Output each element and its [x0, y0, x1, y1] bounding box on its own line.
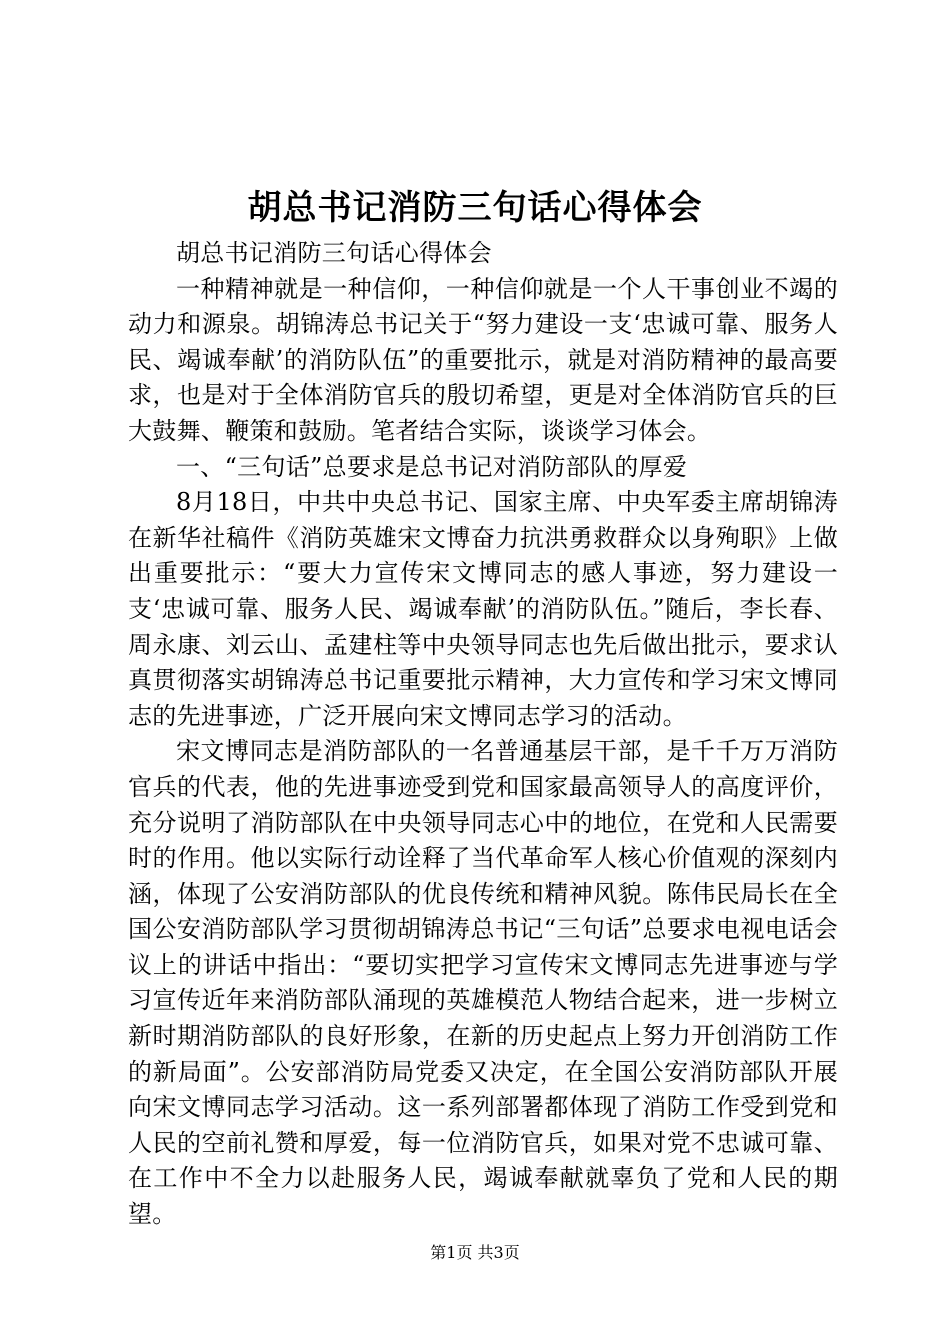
paragraph-discussion: 宋文博同志是消防部队的一名普通基层干部，是千千万万消防官兵的代表，他的先进事迹受到党和国家最高领导人的高度评价，充分说明了消防部队在中央领导同志心中的地位，在党和人民需要时的作用。他以实际行动诠释了当代革命军人核心价值观的深刻内涵，体现了公安消防部队的优良传统和精神风貌。陈伟民局长在全国公安消防部队学习贯彻胡锦涛总书记“三句话”总要求电视电话会议上的讲话中指出：“要切实把学习宣传宋文博同志先进事迹与学习宣传近年来消防部队涌现的英雄模范人物结合起来，进一步树立新时期消防部队的良好形象，在新的历史起点上努力开创消防工作的新局面”。公安部消防局党委又决定，在全国公安消防部队开展向宋文博同志学习活动。这一系列部署都体现了消防工作受到党和人民的空前礼赞和厚爱，每一位消防官兵，如果对党不忠诚可靠、在工作中不全力以赴服务人民，竭诚奉献就辜负了党和人民的期望。: [128, 737, 838, 1229]
paragraph-subtitle: 胡总书记消防三句话心得体会: [176, 239, 492, 267]
page-footer: 第1页 共3页: [430, 1243, 520, 1262]
section-heading: 一、“三句话”总要求是总书记对消防部队的厚爱: [176, 452, 688, 481]
paragraph-background: 8月18日，中共中央总书记、国家主席、中央军委主席胡锦涛在新华社稿件《消防英雄宋文博奋力抗洪勇救群众以身殉职》上做出重要批示：“要大力宣传宋文博同志的感人事迹，努力建设一支‘忠诚可靠、服务人民、竭诚奉献’的消防队伍。”随后，李长春、周永康、刘云山、孟建柱等中央领导同志也先后做出批示，要求认真贯彻落实胡锦涛总书记重要批示精神，大力宣传和学习宋文博同志的先进事迹，广泛开展向宋文博同志学习的活动。: [128, 488, 838, 730]
document-title: 胡总书记消防三句话心得体会: [247, 188, 703, 228]
document-body: [128, 236, 838, 1233]
paragraph-intro: 一种精神就是一种信仰，一种信仰就是一个人干事创业不竭的动力和源泉。胡锦涛总书记关于“努力建设一支‘忠诚可靠、服务人民、竭诚奉献’的消防队伍”的重要批示，就是对消防精神的最高要求，也是对于全体消防官兵的殷切希望，更是对全体消防官兵的巨大鼓舞、鞭策和鼓励。笔者结合实际，谈谈学习体会。: [128, 274, 838, 445]
